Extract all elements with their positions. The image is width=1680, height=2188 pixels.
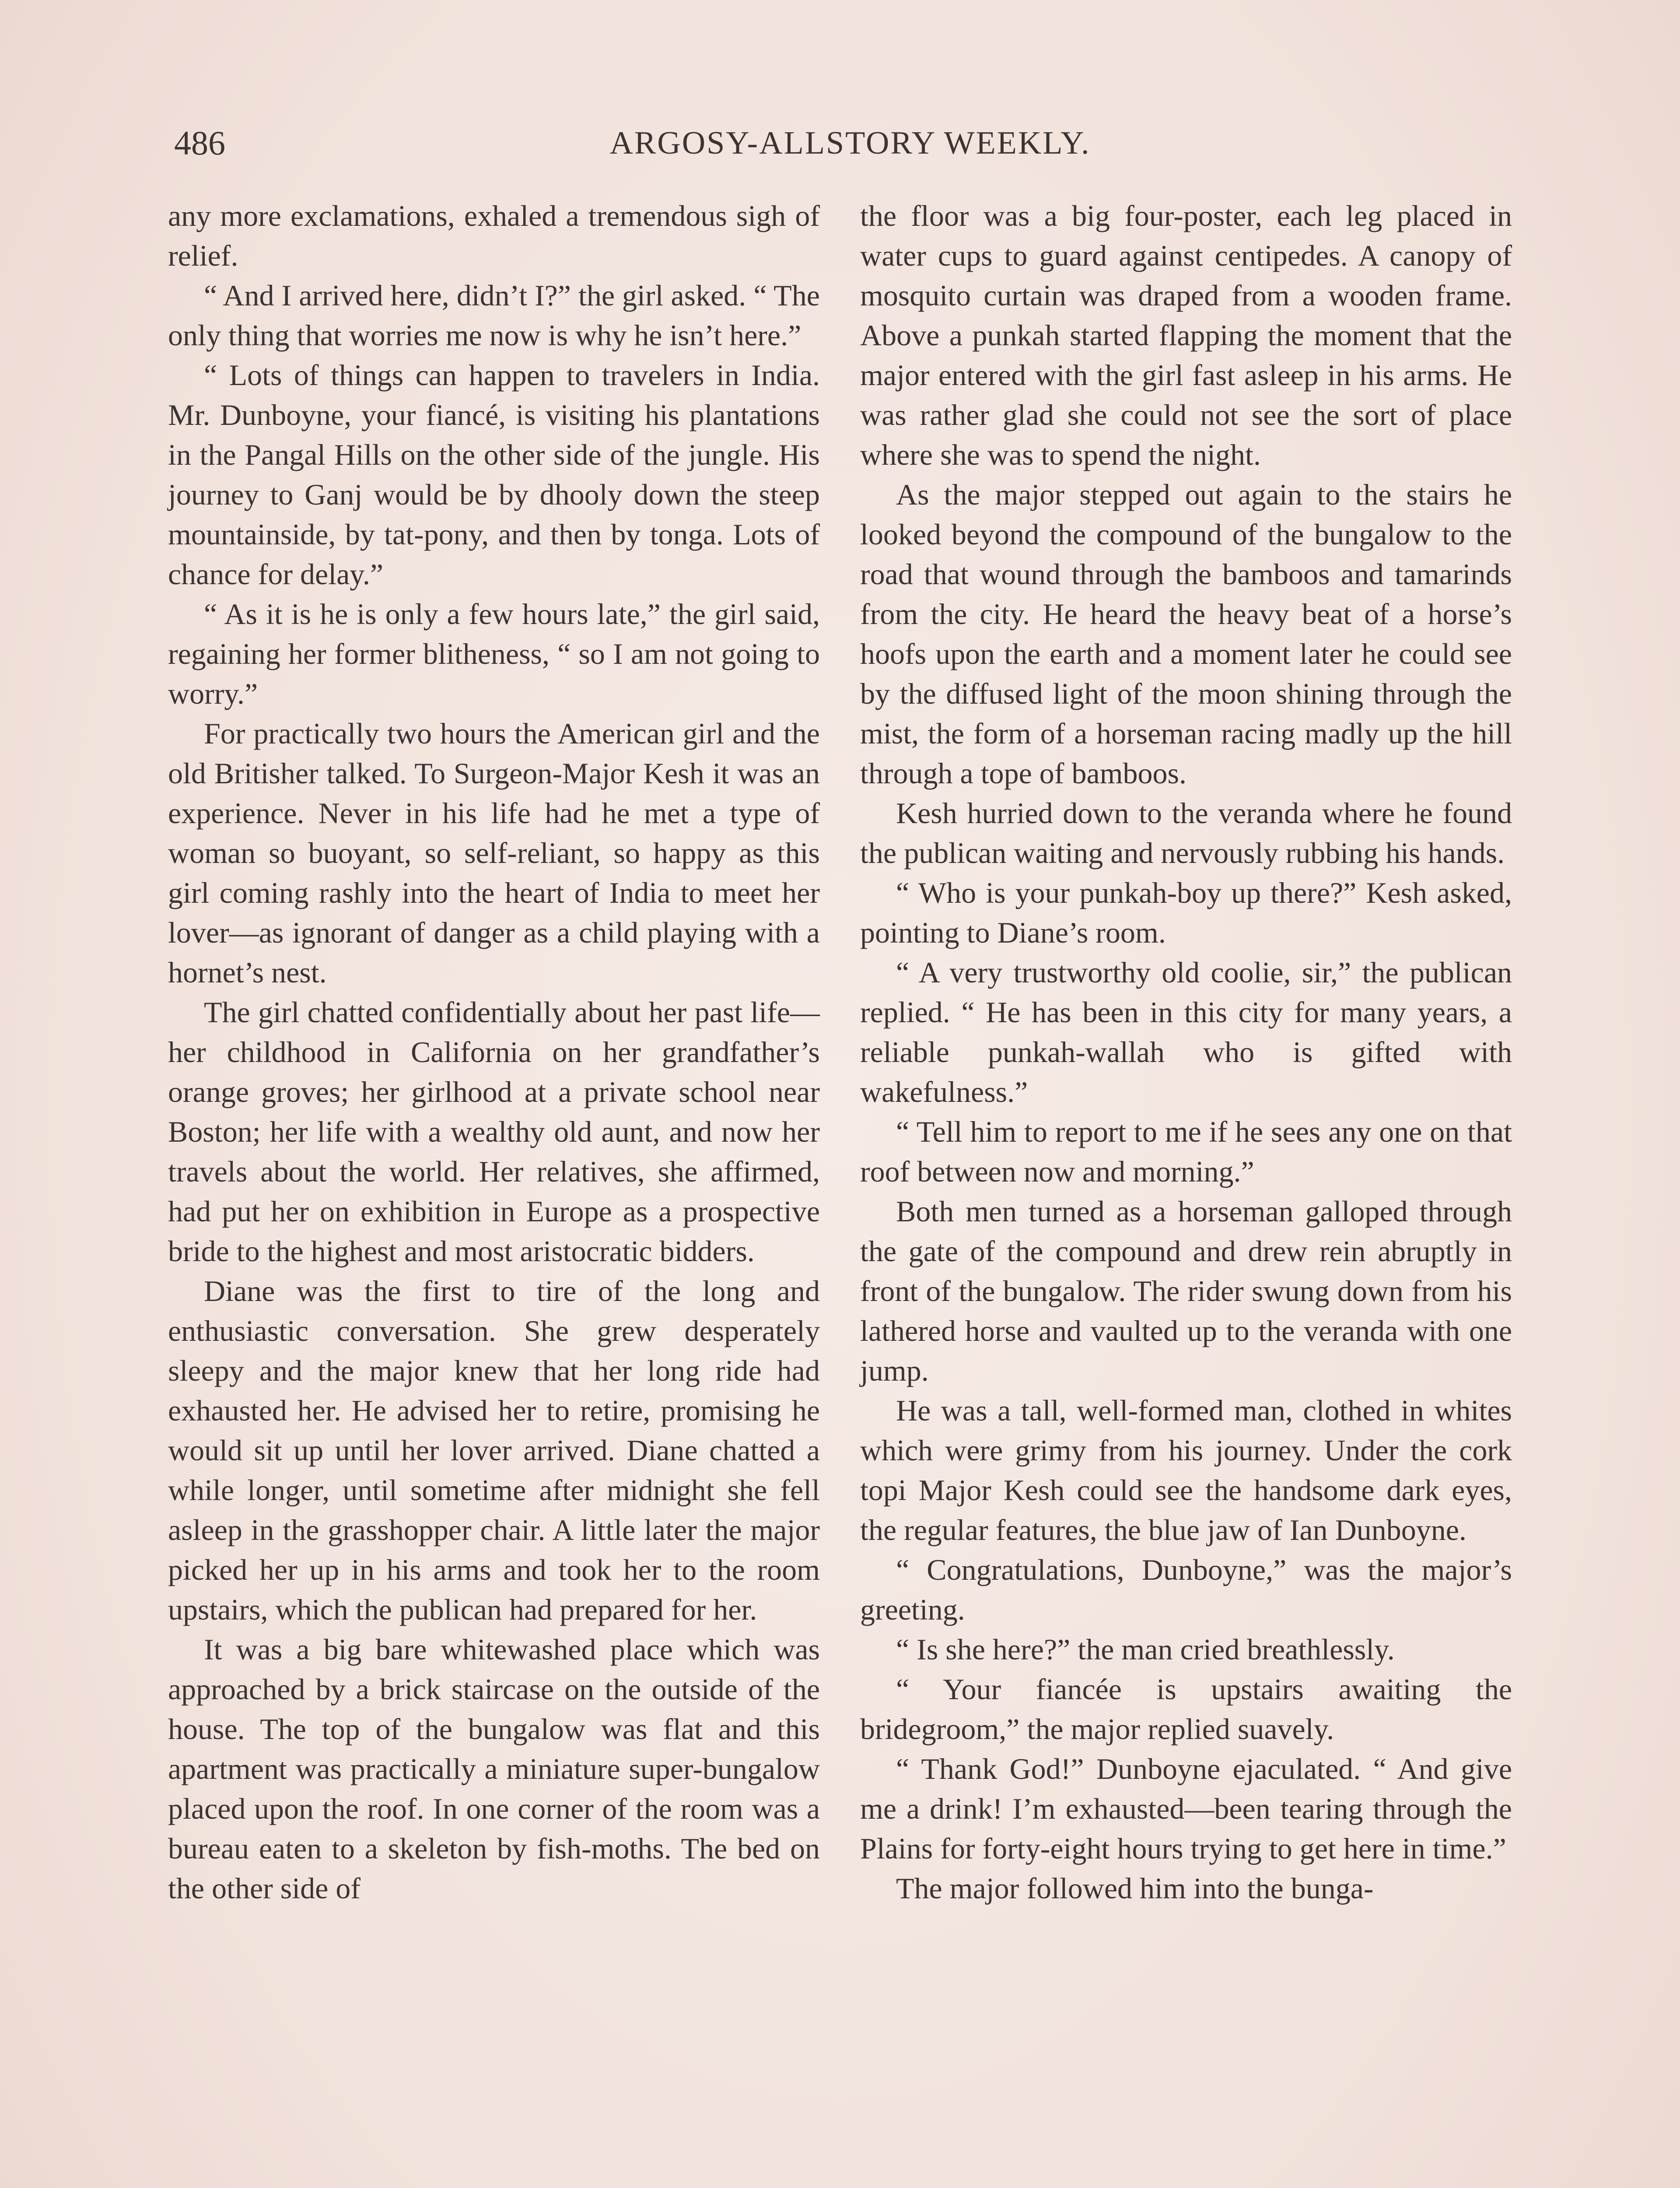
- paragraph: It was a big bare whitewashed place which was approached by a brick staircase on the outside of the house. The top of the bungalow was flat and this apartment was practically a miniature super-bungalow placed upon the roof. In one corner of the room was a bureau eaten to a skeleton by fish-moths. The bed on the other side of: [168, 1633, 820, 1905]
- paragraph: As the major stepped out again to the stairs he looked beyond the compound of the bungalow to the road that wound through the bamboos and tamarinds from the city. He heard the heavy beat of a horse’s hoofs upon the earth and a moment later he could see by the diffused light of the moon shining through the mist, the form of a horseman racing madly up the hill through a tope of bamboos.: [860, 478, 1512, 790]
- paragraph: “ Congratulations, Dunboyne,” was the major’s greeting.: [860, 1553, 1512, 1626]
- paragraph: “ Tell him to report to me if he sees any one on that roof between now and morning.”: [860, 1115, 1512, 1188]
- paragraph: Diane was the first to tire of the long and enthusiastic conversation. She grew desperately sleepy and the major knew that her long ride had exhausted her. He advised her to retire, promising he would sit up until her lover arrived. Diane chatted a while longer, until sometime after midnight she fell asleep in the grasshopper chair. A little later the major picked her up in his arms and took her to the room upstairs, which the publican had prepared for her.: [168, 1274, 820, 1626]
- running-title: ARGOSY-ALLSTORY WEEKLY.: [609, 125, 1091, 161]
- paragraph: “ Thank God!” Dunboyne ejaculated. “ And give me a drink! I’m exhausted—been tearing through the Plains for forty-eight hours trying to get here in time.”: [860, 1752, 1512, 1865]
- paragraph: He was a tall, well-formed man, clothed in whites which were grimy from his journey. Under the cork topi Major Kesh could see the handsome dark eyes, the regular features, the blue jaw of Ian Dunboyne.: [860, 1394, 1512, 1546]
- paragraph: “ Lots of things can happen to travelers in India. Mr. Dunboyne, your fiancé, is visiting his plantations in the Pangal Hills on the other side of the jungle. His journey to Ganj would be by dhooly down the steep mountainside, by tat-pony, and then by tonga. Lots of chance for delay.”: [168, 358, 820, 591]
- paragraph: The girl chatted confidentially about her past life—her childhood in California on her grandfather’s orange groves; her girlhood at a private school near Boston; her life with a wealthy old aunt, and now her travels about the world. Her relatives, she affirmed, had put her on exhibition in Europe as a prospective bride to the highest and most aristocratic bidders.: [168, 996, 820, 1268]
- paragraph: “ Who is your punkah-boy up there?” Kesh asked, pointing to Diane’s room.: [860, 876, 1512, 949]
- right-column: [860, 196, 1512, 1908]
- paragraph: “ Your fiancée is upstairs awaiting the bridegroom,” the major replied suavely.: [860, 1673, 1512, 1746]
- paragraph: The major followed him into the bunga-: [896, 1872, 1374, 1905]
- left-column: [168, 196, 820, 1908]
- page-number: 486: [174, 124, 225, 162]
- paragraph: Kesh hurried down to the veranda where he found the publican waiting and nervously rubbing his hands.: [860, 796, 1512, 870]
- page-header: [174, 123, 1526, 172]
- paragraph: “ Is she here?” the man cried breathlessly.: [896, 1633, 1395, 1666]
- paragraph: For practically two hours the American girl and the old Britisher talked. To Surgeon-Major Kesh it was an experience. Never in his life had he met a type of woman so buoyant, so self-reliant, so happy as this girl coming rashly into the heart of India to meet her lover—as ignorant of danger as a child playing with a hornet’s nest.: [168, 717, 820, 989]
- paragraph: any more exclamations, exhaled a tremendous sigh of relief.: [168, 199, 820, 272]
- paragraph: the floor was a big four-poster, each leg placed in water cups to guard against centipedes. A canopy of mosquito curtain was draped from a wooden frame. Above a punkah started flapping the moment that the major entered with the girl fast asleep in his arms. He was rather glad she could not see the sort of place where she was to spend the night.: [860, 199, 1512, 471]
- paragraph: “ And I arrived here, didn’t I?” the girl asked. “ The only thing that worries me now is why he isn’t here.”: [168, 279, 820, 352]
- paragraph: “ A very trustworthy old coolie, sir,” the publican replied. “ He has been in this city for many years, a reliable punkah-wallah who is gifted with wakefulness.”: [860, 956, 1512, 1108]
- paragraph: “ As it is he is only a few hours late,” the girl said, regaining her former blitheness, “ so I am not going to worry.”: [168, 597, 820, 710]
- paragraph: Both men turned as a horseman galloped through the gate of the compound and drew rein abruptly in front of the bungalow. The rider swung down from his lathered horse and vaulted up to the veranda with one jump.: [860, 1195, 1512, 1387]
